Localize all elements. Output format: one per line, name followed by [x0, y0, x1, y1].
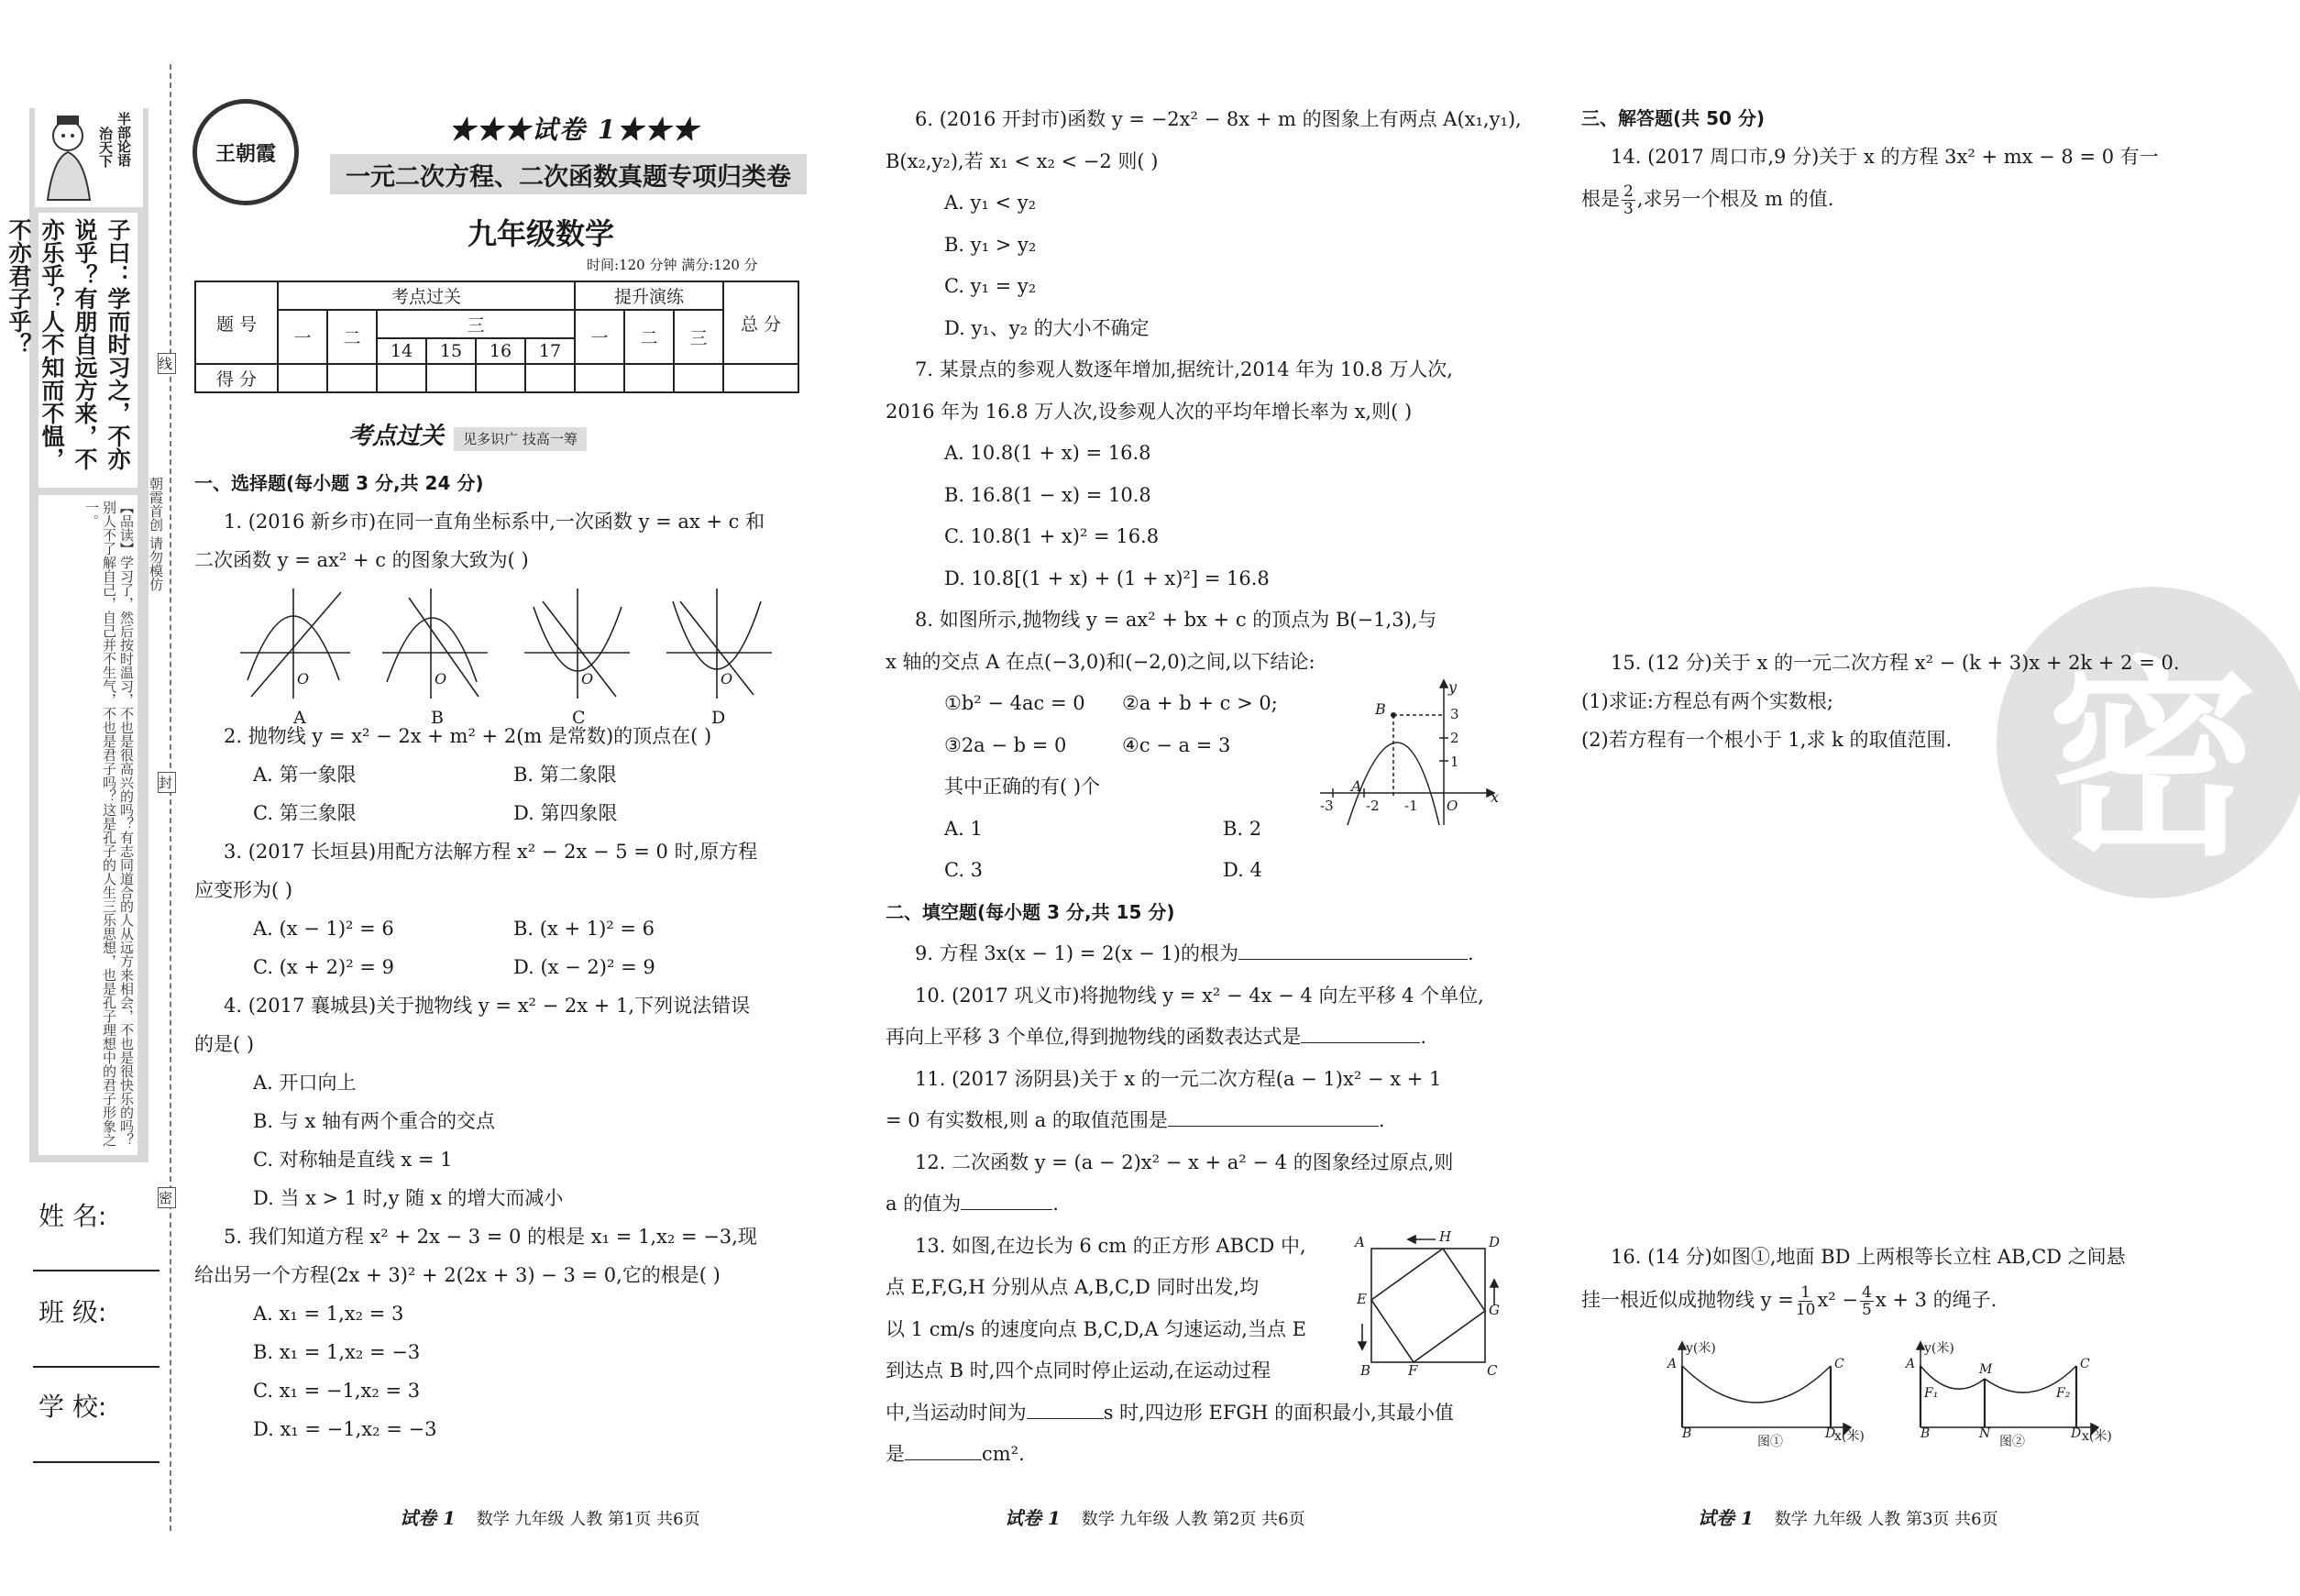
- footer-label-3: 试卷 1: [1698, 1507, 1754, 1529]
- q3-option-d[interactable]: D. (x − 2)² = 9: [513, 956, 655, 978]
- q7-line-2: 2016 年为 16.8 万人次,设参观人次的平均年增长率为 x,则( ): [886, 400, 1413, 423]
- column-1: [194, 464, 827, 1448]
- q3-option-c[interactable]: C. (x + 2)² = 9: [253, 956, 394, 978]
- fig2-label-y: y(米): [1924, 1341, 1954, 1356]
- fig1-caption: 图①: [1757, 1435, 1783, 1449]
- q3-line-1: 3. (2017 长垣县)用配方法解方程 x² − 2x − 5 = 0 时,原方程: [224, 841, 758, 863]
- q-num-14: 14: [377, 338, 426, 364]
- q8-fig-tick-neg3: -3: [1320, 798, 1334, 814]
- q12-line-1: 12. 二次函数 y = (a − 2)x² − x + a² − 4 的图象经过原点,则: [915, 1150, 1454, 1173]
- score-table-wrap: [194, 281, 799, 393]
- q13-label-f: F: [1408, 1362, 1418, 1379]
- q13-stem-6a: 是: [886, 1443, 905, 1465]
- q2-options-row-2: [194, 794, 827, 832]
- q13-line-5: [886, 1392, 1518, 1435]
- q16-frac1-den: 10: [1795, 1301, 1816, 1319]
- q2-stem: 2. 抛物线 y = x² − 2x + m² + 2(m 是常数)的顶点在( ): [224, 725, 712, 747]
- q14-line-2: [1581, 176, 2214, 222]
- q4-option-b[interactable]: B. 与 x 轴有两个重合的交点: [253, 1110, 495, 1132]
- q-num-16: 16: [476, 338, 525, 364]
- lunyu-badge-2: 治天下: [97, 127, 114, 168]
- q7-option-a[interactable]: A. 10.8(1 + x) = 16.8: [944, 442, 1151, 464]
- q8-fig-tick-neg2: -2: [1366, 798, 1380, 814]
- q13-stem-5a: 中,当运动时间为: [886, 1401, 1027, 1424]
- q4-line-1: 4. (2017 襄城县)关于抛物线 y = x² − 2x + 1,下列说法错误: [224, 995, 751, 1017]
- q2-option-c[interactable]: C. 第三象限: [253, 802, 357, 824]
- score-table-group2: 提升演练: [575, 281, 723, 310]
- score-cell[interactable]: [476, 364, 525, 392]
- column-3-mid: [1581, 644, 2214, 759]
- q8-option-d[interactable]: D. 4: [1223, 859, 1262, 881]
- q16-fraction-1: [1796, 1284, 1816, 1318]
- q6-option-c[interactable]: C. y₁ = y₂: [944, 275, 1037, 297]
- q2-option-b[interactable]: B. 第二象限: [513, 764, 617, 786]
- footer-label-1: 试卷 1: [400, 1507, 456, 1529]
- q10-line-1: 10. (2017 巩义市)将抛物线 y = x² − 4x − 4 向左平移 4 个单位,: [915, 984, 1484, 1007]
- fig1-label-x: x(米): [1834, 1429, 1865, 1444]
- fig2-label-a: A: [1906, 1357, 1916, 1371]
- q9-line: 9. 方程 3x(x − 1) = 2(x − 1)的根为 .: [886, 933, 1518, 975]
- q6-option-b[interactable]: B. y₁ > y₂: [944, 233, 1037, 256]
- q14-stem-b: ,求另一个根及 m 的值.: [1636, 188, 1834, 210]
- q16-fraction-2: [1860, 1284, 1874, 1318]
- q13-line-6: [886, 1434, 1518, 1476]
- score-cell[interactable]: [624, 364, 674, 392]
- q8-options-row-2: [886, 850, 1518, 892]
- q2-options-row-1: [194, 755, 827, 794]
- graph-label-b: B: [431, 708, 444, 728]
- tisheng-col-3: 三: [674, 310, 723, 364]
- q8-line-1: 8. 如图所示,抛物线 y = ax² + bx + c 的顶点为 B(−1,3),与: [915, 609, 1437, 631]
- q11-answer-blank[interactable]: [1168, 1102, 1379, 1127]
- footer-text-3: 数学 九年级 人教 第3页 共6页: [1774, 1510, 1998, 1529]
- q12-line-2: a 的值为 .: [886, 1183, 1518, 1226]
- q16-stem-a: 挂一根近似成抛物线 y =: [1581, 1289, 1794, 1311]
- q12-stem: a 的值为: [886, 1193, 962, 1215]
- q8-conclusion-4: ④c − a = 3: [1122, 733, 1231, 756]
- q3-option-b[interactable]: B. (x + 1)² = 6: [513, 918, 655, 940]
- fig2-label-m: M: [1979, 1362, 1993, 1377]
- school-label: 学 校:: [39, 1392, 107, 1422]
- q4-option-d[interactable]: D. 当 x > 1 时,y 随 x 的增大而减小: [253, 1187, 564, 1209]
- q8-fig-label-x: x: [1491, 788, 1500, 806]
- q3-options-row-1: [194, 909, 827, 948]
- q6-line-2: B(x₂,y₂),若 x₁ < x₂ < −2 则( ): [886, 149, 1159, 172]
- q14-denominator: 3: [1623, 200, 1634, 218]
- q8-option-b[interactable]: B. 2: [1223, 817, 1262, 840]
- section-banner-sub: 见多识广 技高一筹: [454, 427, 587, 451]
- q5-option-a[interactable]: A. x₁ = 1,x₂ = 3: [253, 1303, 404, 1325]
- column-3-top: [1581, 99, 2214, 222]
- score-table: [194, 281, 799, 393]
- cut-line: [170, 64, 171, 1531]
- confucius-motto: 子曰：学而时习之，不亦说乎？有朋自远方来，不亦乐乎？人不知而不愠，不亦君子乎？: [39, 213, 138, 488]
- q15-line-1: 15. (12 分)关于 x 的一元二次方程 x² − (k + 3)x + 2k + 2 = 0.: [1611, 652, 2180, 674]
- q6-line-1: 6. (2016 开封市)函数 y = −2x² − 8x + m 的图象上有两点 A(x₁,y₁),: [915, 108, 1522, 130]
- graph-label-d: D: [711, 708, 726, 728]
- q8-line-2: x 轴的交点 A 在点(−3,0)和(−2,0)之间,以下结论:: [886, 650, 1315, 673]
- q2-option-d[interactable]: D. 第四象限: [513, 802, 618, 824]
- q1-graphs: [194, 579, 827, 728]
- score-col-2: 二: [327, 310, 377, 364]
- score-cell[interactable]: [525, 364, 575, 392]
- q8-conclusion-2: ②a + b + c > 0;: [1122, 692, 1278, 714]
- footer-text-1: 数学 九年级 人教 第1页 共6页: [476, 1510, 700, 1529]
- q6-option-a[interactable]: A. y₁ < y₂: [944, 192, 1037, 214]
- footer-page-3: [1698, 1503, 1998, 1530]
- q5-line-1: 5. 我们知道方程 x² + 2x − 3 = 0 的根是 x₁ = 1,x₂ = −3,现: [224, 1226, 757, 1248]
- q15-part-1: (1)求证:方程总有两个实数根;: [1581, 690, 1833, 712]
- q13-label-d: D: [1489, 1234, 1501, 1250]
- q13-stem-5b: s 时,四边形 EFGH 的面积最小,其最小值: [1103, 1401, 1454, 1424]
- fig1-label-c: C: [1834, 1357, 1844, 1371]
- score-col-3: 三: [377, 310, 575, 338]
- q13-figure: [1355, 1228, 1502, 1379]
- score-cell[interactable]: [723, 364, 798, 392]
- q13-area-blank[interactable]: [905, 1436, 982, 1460]
- q4-option-c[interactable]: C. 对称轴是直线 x = 1: [253, 1149, 453, 1171]
- q8-conclusion-3: ③2a − b = 0: [944, 733, 1067, 756]
- q10-stem: 再向上平移 3 个单位,得到抛物线的函数表达式是: [886, 1026, 1302, 1048]
- cut-label-secret: 密: [158, 1187, 176, 1208]
- q8-fig-tick-3: 3: [1450, 706, 1459, 722]
- fig1-label-y: y(米): [1686, 1341, 1716, 1356]
- time-info: 时间:120 分钟 满分:120 分: [587, 257, 758, 273]
- subject-title: 九年级数学: [468, 216, 615, 251]
- score-cell[interactable]: [327, 364, 377, 392]
- q8-fig-tick-2: 2: [1450, 730, 1459, 746]
- footer-page-1: [400, 1503, 700, 1530]
- q16-frac2-den: 5: [1862, 1301, 1872, 1319]
- q5-option-c[interactable]: C. x₁ = −1,x₂ = 3: [253, 1380, 421, 1402]
- fig2-label-f2: F₂: [2056, 1386, 2071, 1401]
- q14-numerator: 2: [1623, 182, 1634, 201]
- q5-line-2: 给出另一个方程(2x + 3)² + 2(2x + 3) − 3 = 0,它的根是( ): [194, 1264, 721, 1286]
- q8-fig-label-b: B: [1375, 700, 1386, 718]
- score-row-label: 得 分: [195, 364, 278, 392]
- q14-line-1: 14. (2017 周口市,9 分)关于 x 的方程 3x² + mx − 8 = 0 有一: [1611, 146, 2159, 168]
- q7-line-1: 7. 某景点的参观人数逐年增加,据统计,2014 年为 10.8 万人次,: [915, 358, 1453, 380]
- q13-line-2: 点 E,F,G,H 分别从点 A,B,C,D 同时出发,均: [886, 1276, 1260, 1298]
- q11-line-1: 11. (2017 汤阴县)关于 x 的一元二次方程(a − 1)x² − x + 1: [915, 1067, 1442, 1090]
- q13-time-blank[interactable]: [1027, 1394, 1104, 1419]
- score-col-1: 一: [278, 310, 327, 364]
- q13-label-h: H: [1439, 1228, 1452, 1245]
- score-cell[interactable]: [377, 364, 426, 392]
- q8-option-c[interactable]: C. 3: [944, 859, 984, 881]
- cut-label-line: 线: [158, 353, 176, 374]
- q14-stem-a: 根是: [1581, 188, 1620, 210]
- fig2-label-n: N: [1979, 1426, 1991, 1441]
- section-banner-title: 考点过关: [348, 423, 445, 450]
- score-table-header-label: 题 号: [195, 281, 278, 364]
- q8-fig-label-a: A: [1351, 777, 1362, 795]
- fig2-label-b: B: [1920, 1426, 1931, 1441]
- q8-fig-tick-1: 1: [1450, 754, 1459, 770]
- motto-commentary: 【品读】学习了，然后按时温习，不也是很高兴的吗？有志同道合的人从远方来相会，不也是很快乐的吗？别人不了解自己，自己并不生气，不也是君子吗？这是孔子的人生三乐思想，也是孔子理想中的君子形象之一。: [39, 495, 138, 1155]
- graph-origin-a: O: [297, 670, 310, 688]
- section-fill-heading: 二、填空题(每小题 3 分,共 15 分): [886, 900, 1175, 923]
- q11-line-2: = 0 有实数根,则 a 的取值范围是 .: [886, 1100, 1518, 1142]
- cut-label-seal: 封: [158, 772, 176, 793]
- fig2-label-d: D: [2071, 1426, 2082, 1441]
- graph-origin-b: O: [435, 670, 447, 688]
- q3-option-a[interactable]: A. (x − 1)² = 6: [253, 918, 394, 940]
- q16-frac2-num: 4: [1862, 1283, 1872, 1302]
- q3-options-row-2: [194, 948, 827, 986]
- q11-stem: = 0 有实数根,则 a 的取值范围是: [886, 1109, 1168, 1131]
- graph-label-a: A: [293, 708, 306, 728]
- fig2-caption: 图②: [1999, 1435, 2025, 1449]
- brand-logo: [193, 99, 299, 205]
- footer-page-2: [1005, 1503, 1305, 1530]
- q13-label-c: C: [1487, 1362, 1498, 1379]
- q8-fig-label-y: y: [1448, 678, 1458, 696]
- q8-option-a[interactable]: A. 1: [944, 817, 983, 840]
- section-banner: [348, 417, 660, 457]
- fig2-label-c: C: [2080, 1357, 2090, 1371]
- q8-conclusion-1: ①b² − 4ac = 0: [944, 692, 1085, 714]
- q13-label-a: A: [1355, 1234, 1365, 1250]
- q12-answer-blank[interactable]: [961, 1185, 1052, 1210]
- fig1-label-a: A: [1667, 1357, 1678, 1371]
- q7-option-c[interactable]: C. 10.8(1 + x)² = 16.8: [944, 525, 1160, 547]
- score-cell[interactable]: [674, 364, 723, 392]
- q13-square-diagram: [1355, 1232, 1502, 1379]
- paper-title: 一元二次方程、二次函数真题专项归类卷: [330, 154, 807, 194]
- q13-label-b: B: [1360, 1362, 1371, 1379]
- footer-label-2: 试卷 1: [1005, 1507, 1061, 1529]
- fig2-label-x: x(米): [2082, 1429, 2112, 1444]
- copyright-note: 朝霞首创 请勿模仿: [148, 477, 164, 591]
- score-cell[interactable]: [426, 364, 476, 392]
- fig1-label-b: B: [1682, 1426, 1692, 1441]
- column-3-bottom: [1581, 1238, 2214, 1324]
- score-cell[interactable]: [278, 364, 327, 392]
- q-num-17: 17: [525, 338, 575, 364]
- q2-option-a[interactable]: A. 第一象限: [253, 764, 357, 786]
- section-answer-heading: 三、解答题(共 50 分): [1581, 107, 1766, 129]
- q8-figure: [1320, 678, 1503, 825]
- q16-line-1: 16. (14 分)如图①,地面 BD 上两根等长立柱 AB,CD 之间悬: [1611, 1246, 2126, 1268]
- q13-line-4: 到达点 B 时,四个点同时停止运动,在运动过程: [886, 1359, 1271, 1381]
- q7-option-b[interactable]: B. 16.8(1 − x) = 10.8: [944, 483, 1151, 506]
- q9-stem: 9. 方程 3x(x − 1) = 2(x − 1)的根为: [915, 942, 1238, 964]
- stamp-text: 密: [2046, 639, 2258, 885]
- fig2-label-f1: F₁: [1924, 1386, 1939, 1401]
- q9-answer-blank[interactable]: [1238, 935, 1468, 960]
- class-field[interactable]: [33, 1364, 160, 1368]
- school-field[interactable]: [33, 1459, 160, 1463]
- q10-line-2: 再向上平移 3 个单位,得到抛物线的函数表达式是 .: [886, 1017, 1518, 1059]
- q5-option-d[interactable]: D. x₁ = −1,x₂ = −3: [253, 1418, 437, 1440]
- name-field[interactable]: [33, 1268, 160, 1271]
- score-table-total: 总 分: [723, 281, 798, 364]
- q16-figure-1: [1667, 1340, 1865, 1450]
- q13-label-g: G: [1489, 1302, 1500, 1318]
- q10-answer-blank[interactable]: [1301, 1018, 1420, 1043]
- q1-line-1: 1. (2016 新乡市)在同一直角坐标系中,一次函数 y = ax + c 和: [224, 511, 765, 533]
- q3-line-2: 应变形为( ): [194, 879, 293, 901]
- q16-line-2: [1581, 1276, 2214, 1324]
- q13-stem-6b: cm².: [982, 1443, 1025, 1465]
- q16-stem-b: x² −: [1817, 1289, 1858, 1311]
- q8-fig-origin: O: [1447, 798, 1458, 814]
- lunyu-badge: 半部论语: [116, 112, 132, 167]
- confucius-portrait: [35, 108, 143, 207]
- q8-question: 其中正确的有( )个: [944, 776, 1101, 798]
- q13-label-e: E: [1357, 1291, 1367, 1307]
- q13-line-3: 以 1 cm/s 的速度向点 B,C,D,A 匀速运动,当点 E: [886, 1317, 1306, 1340]
- tisheng-col-2: 二: [624, 310, 674, 364]
- q16-stem-c: x + 3 的绳子.: [1875, 1289, 1997, 1311]
- q-num-15: 15: [426, 338, 476, 364]
- tisheng-col-1: 一: [575, 310, 624, 364]
- graph-origin-d: O: [721, 670, 733, 688]
- q5-option-b[interactable]: B. x₁ = 1,x₂ = −3: [253, 1341, 421, 1363]
- score-cell[interactable]: [575, 364, 624, 392]
- q6-option-d[interactable]: D. y₁、y₂ 的大小不确定: [944, 316, 1150, 339]
- section-choice-heading: 一、选择题(每小题 3 分,共 24 分): [194, 472, 484, 494]
- fig1-label-d: D: [1825, 1426, 1836, 1441]
- q4-line-2: 的是( ): [194, 1033, 255, 1055]
- q13-line-1: 13. 如图,在边长为 6 cm 的正方形 ABCD 中,: [915, 1234, 1306, 1257]
- q14-fraction: [1622, 183, 1635, 217]
- q16-figure-2: [1906, 1340, 2113, 1450]
- q8-fig-tick-neg1: -1: [1404, 798, 1418, 814]
- footer-text-2: 数学 九年级 人教 第2页 共6页: [1081, 1510, 1305, 1529]
- q7-option-d[interactable]: D. 10.8[(1 + x) + (1 + x)²] = 16.8: [944, 567, 1270, 589]
- score-table-group1: 考点过关: [278, 281, 575, 310]
- graph-label-c: C: [572, 708, 586, 728]
- graph-origin-c: O: [581, 670, 594, 688]
- q4-option-a[interactable]: A. 开口向上: [253, 1072, 357, 1094]
- q15-part-2: (2)若方程有一个根小于 1,求 k 的取值范围.: [1581, 729, 1953, 751]
- q16-frac1-num: 1: [1800, 1283, 1811, 1302]
- name-label: 姓 名:: [39, 1201, 107, 1231]
- paper-label: ★★★试卷 1★★★: [449, 115, 700, 145]
- class-label: 班 级:: [39, 1297, 107, 1327]
- q1-line-2: 二次函数 y = ax² + c 的图象大致为( ): [194, 549, 529, 571]
- logo-text: 王朝霞: [215, 141, 276, 166]
